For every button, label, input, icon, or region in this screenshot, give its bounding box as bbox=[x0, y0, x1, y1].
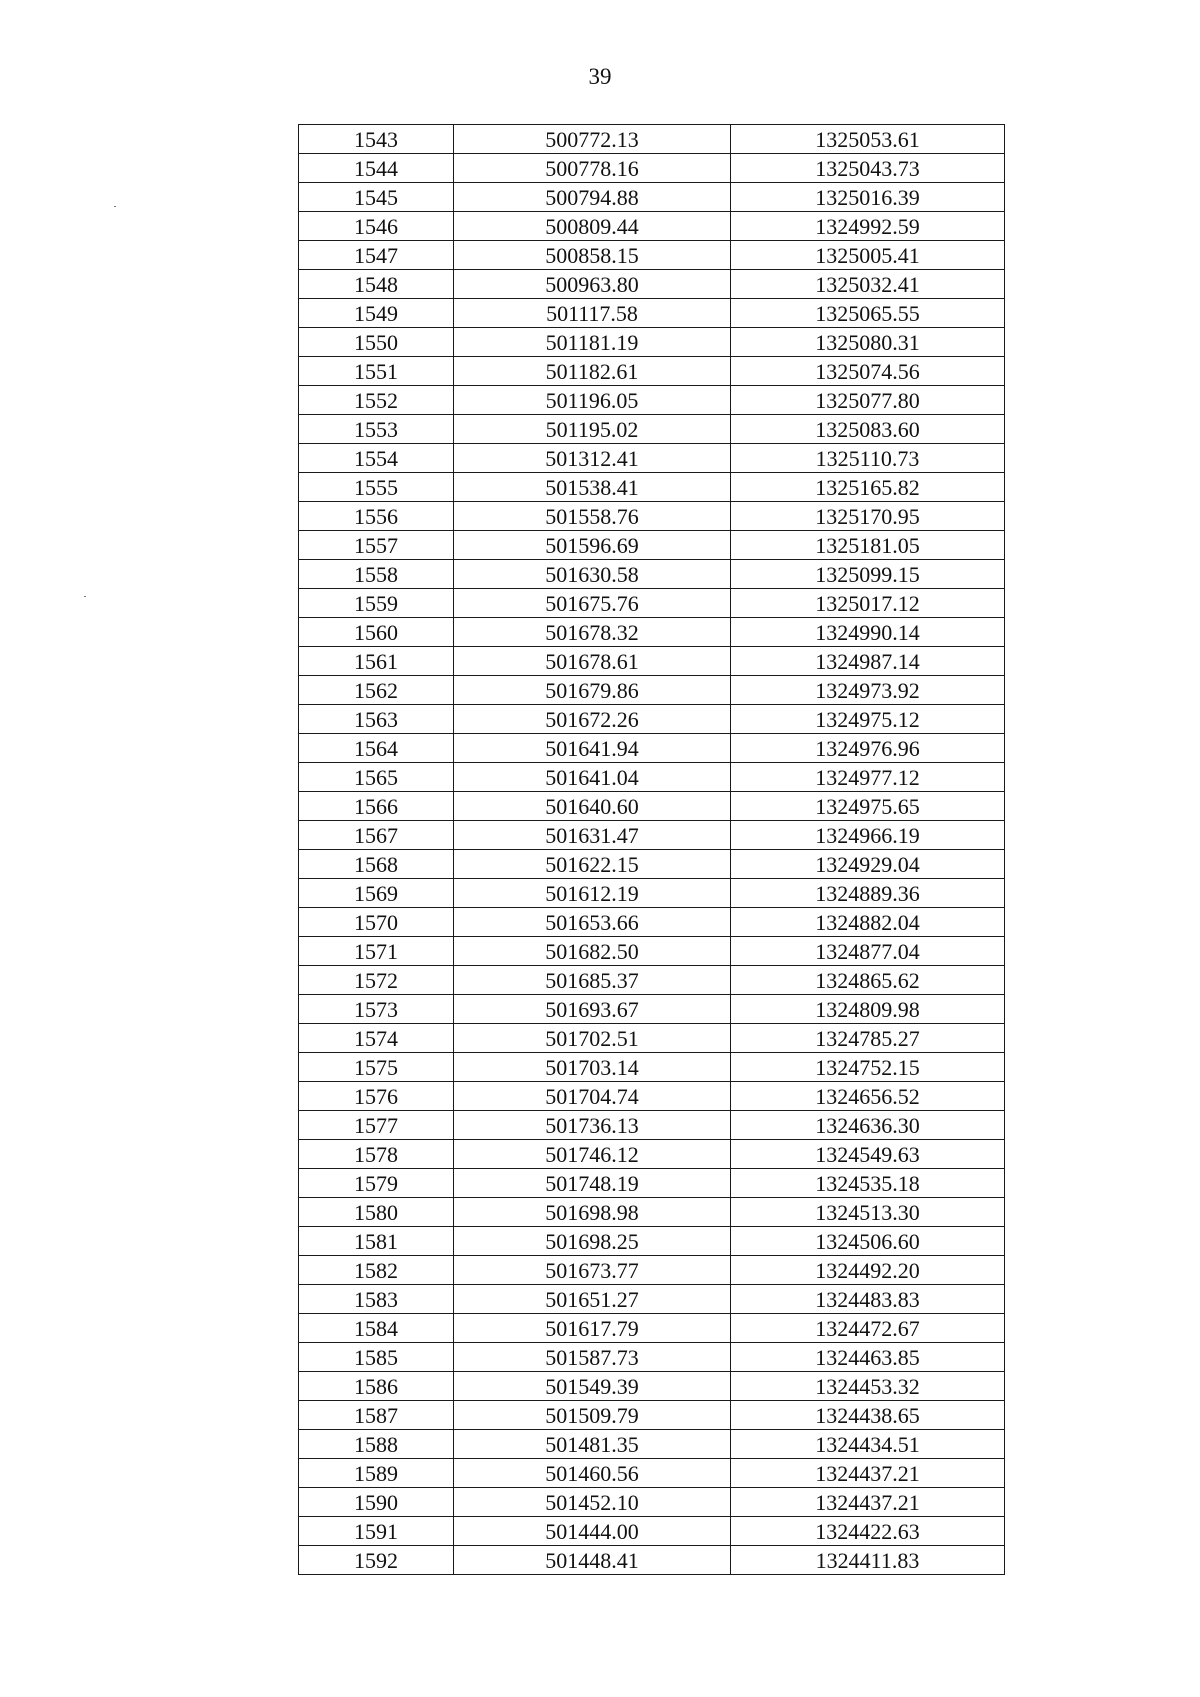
y-coordinate-cell: 1324966.19 bbox=[731, 821, 1005, 850]
table-row bbox=[299, 618, 1005, 647]
x-coordinate-cell: 501679.86 bbox=[454, 676, 731, 705]
x-coordinate-cell: 501653.66 bbox=[454, 908, 731, 937]
y-coordinate-cell: 1324535.18 bbox=[731, 1169, 1005, 1198]
x-coordinate-cell: 501640.60 bbox=[454, 792, 731, 821]
y-coordinate-cell: 1325099.15 bbox=[731, 560, 1005, 589]
y-coordinate-cell: 1325170.95 bbox=[731, 502, 1005, 531]
y-coordinate-cell: 1324975.12 bbox=[731, 705, 1005, 734]
table-row bbox=[299, 1430, 1005, 1459]
point-number-cell: 1551 bbox=[299, 357, 454, 386]
y-coordinate-cell: 1325080.31 bbox=[731, 328, 1005, 357]
table-row bbox=[299, 183, 1005, 212]
x-coordinate-cell: 501641.94 bbox=[454, 734, 731, 763]
x-coordinate-cell: 501702.51 bbox=[454, 1024, 731, 1053]
point-number-cell: 1566 bbox=[299, 792, 454, 821]
x-coordinate-cell: 501538.41 bbox=[454, 473, 731, 502]
table-row bbox=[299, 415, 1005, 444]
x-coordinate-cell: 501509.79 bbox=[454, 1401, 731, 1430]
table-row bbox=[299, 1256, 1005, 1285]
point-number-cell: 1549 bbox=[299, 299, 454, 328]
y-coordinate-cell: 1324889.36 bbox=[731, 879, 1005, 908]
point-number-cell: 1554 bbox=[299, 444, 454, 473]
point-number-cell: 1547 bbox=[299, 241, 454, 270]
table-row bbox=[299, 879, 1005, 908]
y-coordinate-cell: 1324434.51 bbox=[731, 1430, 1005, 1459]
y-coordinate-cell: 1324422.63 bbox=[731, 1517, 1005, 1546]
point-number-cell: 1561 bbox=[299, 647, 454, 676]
point-number-cell: 1546 bbox=[299, 212, 454, 241]
table-row bbox=[299, 212, 1005, 241]
point-number-cell: 1583 bbox=[299, 1285, 454, 1314]
table-row bbox=[299, 1372, 1005, 1401]
x-coordinate-cell: 500809.44 bbox=[454, 212, 731, 241]
y-coordinate-cell: 1324809.98 bbox=[731, 995, 1005, 1024]
table-row bbox=[299, 1285, 1005, 1314]
point-number-cell: 1592 bbox=[299, 1546, 454, 1575]
point-number-cell: 1588 bbox=[299, 1430, 454, 1459]
x-coordinate-cell: 501182.61 bbox=[454, 357, 731, 386]
x-coordinate-cell: 501641.04 bbox=[454, 763, 731, 792]
x-coordinate-cell: 501558.76 bbox=[454, 502, 731, 531]
table-row bbox=[299, 734, 1005, 763]
x-coordinate-cell: 501631.47 bbox=[454, 821, 731, 850]
point-number-cell: 1585 bbox=[299, 1343, 454, 1372]
scan-speck bbox=[84, 596, 86, 597]
x-coordinate-cell: 501312.41 bbox=[454, 444, 731, 473]
x-coordinate-cell: 501196.05 bbox=[454, 386, 731, 415]
y-coordinate-cell: 1324438.65 bbox=[731, 1401, 1005, 1430]
x-coordinate-cell: 501549.39 bbox=[454, 1372, 731, 1401]
y-coordinate-cell: 1324990.14 bbox=[731, 618, 1005, 647]
x-coordinate-cell: 501617.79 bbox=[454, 1314, 731, 1343]
table-row bbox=[299, 473, 1005, 502]
x-coordinate-cell: 500858.15 bbox=[454, 241, 731, 270]
x-coordinate-cell: 501678.61 bbox=[454, 647, 731, 676]
point-number-cell: 1545 bbox=[299, 183, 454, 212]
x-coordinate-cell: 501698.98 bbox=[454, 1198, 731, 1227]
point-number-cell: 1557 bbox=[299, 531, 454, 560]
x-coordinate-cell: 501672.26 bbox=[454, 705, 731, 734]
x-coordinate-cell: 500778.16 bbox=[454, 154, 731, 183]
x-coordinate-cell: 501685.37 bbox=[454, 966, 731, 995]
x-coordinate-cell: 501678.32 bbox=[454, 618, 731, 647]
point-number-cell: 1582 bbox=[299, 1256, 454, 1285]
table-row bbox=[299, 1198, 1005, 1227]
x-coordinate-cell: 501651.27 bbox=[454, 1285, 731, 1314]
table-row bbox=[299, 676, 1005, 705]
x-coordinate-cell: 500794.88 bbox=[454, 183, 731, 212]
table-row bbox=[299, 995, 1005, 1024]
x-coordinate-cell: 501703.14 bbox=[454, 1053, 731, 1082]
point-number-cell: 1580 bbox=[299, 1198, 454, 1227]
y-coordinate-cell: 1324453.32 bbox=[731, 1372, 1005, 1401]
table-row bbox=[299, 850, 1005, 879]
table-row bbox=[299, 502, 1005, 531]
point-number-cell: 1567 bbox=[299, 821, 454, 850]
point-number-cell: 1589 bbox=[299, 1459, 454, 1488]
y-coordinate-cell: 1324987.14 bbox=[731, 647, 1005, 676]
x-coordinate-cell: 501181.19 bbox=[454, 328, 731, 357]
x-coordinate-cell: 501452.10 bbox=[454, 1488, 731, 1517]
y-coordinate-cell: 1325074.56 bbox=[731, 357, 1005, 386]
point-number-cell: 1556 bbox=[299, 502, 454, 531]
table-row bbox=[299, 763, 1005, 792]
x-coordinate-cell: 501448.41 bbox=[454, 1546, 731, 1575]
point-number-cell: 1584 bbox=[299, 1314, 454, 1343]
point-number-cell: 1553 bbox=[299, 415, 454, 444]
y-coordinate-cell: 1324976.96 bbox=[731, 734, 1005, 763]
y-coordinate-cell: 1324929.04 bbox=[731, 850, 1005, 879]
x-coordinate-cell: 501698.25 bbox=[454, 1227, 731, 1256]
point-number-cell: 1579 bbox=[299, 1169, 454, 1198]
table-row bbox=[299, 444, 1005, 473]
y-coordinate-cell: 1324882.04 bbox=[731, 908, 1005, 937]
table-row bbox=[299, 386, 1005, 415]
point-number-cell: 1576 bbox=[299, 1082, 454, 1111]
x-coordinate-cell: 501736.13 bbox=[454, 1111, 731, 1140]
table-row bbox=[299, 1024, 1005, 1053]
point-number-cell: 1565 bbox=[299, 763, 454, 792]
y-coordinate-cell: 1324549.63 bbox=[731, 1140, 1005, 1169]
table-row bbox=[299, 1343, 1005, 1372]
y-coordinate-cell: 1324973.92 bbox=[731, 676, 1005, 705]
y-coordinate-cell: 1324513.30 bbox=[731, 1198, 1005, 1227]
x-coordinate-cell: 501460.56 bbox=[454, 1459, 731, 1488]
x-coordinate-cell: 501675.76 bbox=[454, 589, 731, 618]
y-coordinate-cell: 1324877.04 bbox=[731, 937, 1005, 966]
y-coordinate-cell: 1324975.65 bbox=[731, 792, 1005, 821]
table-row bbox=[299, 1053, 1005, 1082]
x-coordinate-cell: 501444.00 bbox=[454, 1517, 731, 1546]
point-number-cell: 1581 bbox=[299, 1227, 454, 1256]
x-coordinate-cell: 501481.35 bbox=[454, 1430, 731, 1459]
y-coordinate-cell: 1324463.85 bbox=[731, 1343, 1005, 1372]
table-row bbox=[299, 299, 1005, 328]
table-row bbox=[299, 154, 1005, 183]
point-number-cell: 1568 bbox=[299, 850, 454, 879]
table-row bbox=[299, 1401, 1005, 1430]
point-number-cell: 1560 bbox=[299, 618, 454, 647]
page-number: 39 bbox=[588, 64, 612, 89]
x-coordinate-cell: 501117.58 bbox=[454, 299, 731, 328]
table-row bbox=[299, 125, 1005, 154]
x-coordinate-cell: 500772.13 bbox=[454, 125, 731, 154]
y-coordinate-cell: 1325077.80 bbox=[731, 386, 1005, 415]
y-coordinate-cell: 1324636.30 bbox=[731, 1111, 1005, 1140]
y-coordinate-cell: 1324865.62 bbox=[731, 966, 1005, 995]
y-coordinate-cell: 1324752.15 bbox=[731, 1053, 1005, 1082]
x-coordinate-cell: 501748.19 bbox=[454, 1169, 731, 1198]
table-row bbox=[299, 357, 1005, 386]
table-row bbox=[299, 270, 1005, 299]
y-coordinate-cell: 1325065.55 bbox=[731, 299, 1005, 328]
table-row bbox=[299, 1517, 1005, 1546]
x-coordinate-cell: 501622.15 bbox=[454, 850, 731, 879]
table-row bbox=[299, 647, 1005, 676]
point-number-cell: 1571 bbox=[299, 937, 454, 966]
point-number-cell: 1563 bbox=[299, 705, 454, 734]
point-number-cell: 1578 bbox=[299, 1140, 454, 1169]
y-coordinate-cell: 1325110.73 bbox=[731, 444, 1005, 473]
x-coordinate-cell: 501673.77 bbox=[454, 1256, 731, 1285]
table-row bbox=[299, 1459, 1005, 1488]
y-coordinate-cell: 1324656.52 bbox=[731, 1082, 1005, 1111]
y-coordinate-cell: 1324506.60 bbox=[731, 1227, 1005, 1256]
table-row bbox=[299, 1082, 1005, 1111]
point-number-cell: 1558 bbox=[299, 560, 454, 589]
coordinates-table bbox=[298, 124, 1005, 1575]
y-coordinate-cell: 1325017.12 bbox=[731, 589, 1005, 618]
y-coordinate-cell: 1325043.73 bbox=[731, 154, 1005, 183]
point-number-cell: 1564 bbox=[299, 734, 454, 763]
x-coordinate-cell: 501195.02 bbox=[454, 415, 731, 444]
y-coordinate-cell: 1324411.83 bbox=[731, 1546, 1005, 1575]
point-number-cell: 1544 bbox=[299, 154, 454, 183]
point-number-cell: 1586 bbox=[299, 1372, 454, 1401]
point-number-cell: 1552 bbox=[299, 386, 454, 415]
table-row bbox=[299, 1314, 1005, 1343]
y-coordinate-cell: 1324992.59 bbox=[731, 212, 1005, 241]
y-coordinate-cell: 1325083.60 bbox=[731, 415, 1005, 444]
table-row bbox=[299, 241, 1005, 270]
point-number-cell: 1573 bbox=[299, 995, 454, 1024]
y-coordinate-cell: 1324492.20 bbox=[731, 1256, 1005, 1285]
table-row bbox=[299, 1227, 1005, 1256]
point-number-cell: 1555 bbox=[299, 473, 454, 502]
table-row bbox=[299, 821, 1005, 850]
table-row bbox=[299, 705, 1005, 734]
table-row bbox=[299, 792, 1005, 821]
table-row bbox=[299, 1546, 1005, 1575]
table-row bbox=[299, 589, 1005, 618]
x-coordinate-cell: 501746.12 bbox=[454, 1140, 731, 1169]
x-coordinate-cell: 501693.67 bbox=[454, 995, 731, 1024]
y-coordinate-cell: 1324977.12 bbox=[731, 763, 1005, 792]
point-number-cell: 1587 bbox=[299, 1401, 454, 1430]
y-coordinate-cell: 1324483.83 bbox=[731, 1285, 1005, 1314]
table-row bbox=[299, 966, 1005, 995]
x-coordinate-cell: 501682.50 bbox=[454, 937, 731, 966]
y-coordinate-cell: 1325181.05 bbox=[731, 531, 1005, 560]
table-row bbox=[299, 1111, 1005, 1140]
x-coordinate-cell: 500963.80 bbox=[454, 270, 731, 299]
y-coordinate-cell: 1325053.61 bbox=[731, 125, 1005, 154]
point-number-cell: 1548 bbox=[299, 270, 454, 299]
x-coordinate-cell: 501587.73 bbox=[454, 1343, 731, 1372]
point-number-cell: 1590 bbox=[299, 1488, 454, 1517]
y-coordinate-cell: 1324437.21 bbox=[731, 1488, 1005, 1517]
point-number-cell: 1591 bbox=[299, 1517, 454, 1546]
table-row bbox=[299, 908, 1005, 937]
y-coordinate-cell: 1325165.82 bbox=[731, 473, 1005, 502]
point-number-cell: 1574 bbox=[299, 1024, 454, 1053]
x-coordinate-cell: 501612.19 bbox=[454, 879, 731, 908]
table-row bbox=[299, 328, 1005, 357]
x-coordinate-cell: 501704.74 bbox=[454, 1082, 731, 1111]
point-number-cell: 1562 bbox=[299, 676, 454, 705]
y-coordinate-cell: 1325032.41 bbox=[731, 270, 1005, 299]
y-coordinate-cell: 1324437.21 bbox=[731, 1459, 1005, 1488]
table-row bbox=[299, 1169, 1005, 1198]
x-coordinate-cell: 501596.69 bbox=[454, 531, 731, 560]
point-number-cell: 1577 bbox=[299, 1111, 454, 1140]
y-coordinate-cell: 1325016.39 bbox=[731, 183, 1005, 212]
point-number-cell: 1550 bbox=[299, 328, 454, 357]
table-row bbox=[299, 937, 1005, 966]
y-coordinate-cell: 1324785.27 bbox=[731, 1024, 1005, 1053]
point-number-cell: 1575 bbox=[299, 1053, 454, 1082]
y-coordinate-cell: 1324472.67 bbox=[731, 1314, 1005, 1343]
point-number-cell: 1569 bbox=[299, 879, 454, 908]
point-number-cell: 1543 bbox=[299, 125, 454, 154]
point-number-cell: 1572 bbox=[299, 966, 454, 995]
y-coordinate-cell: 1325005.41 bbox=[731, 241, 1005, 270]
table-row bbox=[299, 531, 1005, 560]
x-coordinate-cell: 501630.58 bbox=[454, 560, 731, 589]
point-number-cell: 1559 bbox=[299, 589, 454, 618]
scan-speck bbox=[114, 206, 116, 207]
table-row bbox=[299, 560, 1005, 589]
table-row bbox=[299, 1488, 1005, 1517]
coordinates-table-body bbox=[299, 125, 1005, 1575]
point-number-cell: 1570 bbox=[299, 908, 454, 937]
table-row bbox=[299, 1140, 1005, 1169]
